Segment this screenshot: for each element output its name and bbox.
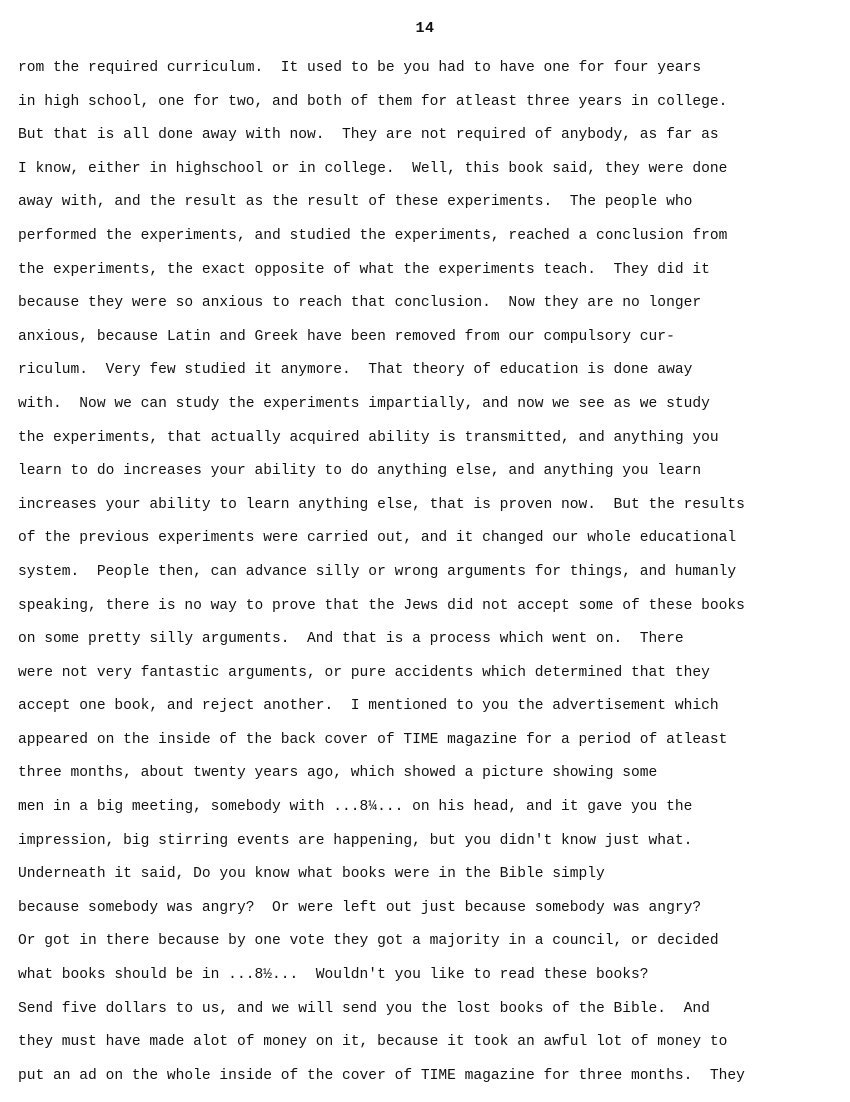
text-line: I know, either in highschool or in college. Well, this book said, they were done (18, 160, 728, 177)
text-line: they must have made alot of money on it, because it took an awful lot of money to (18, 1034, 728, 1051)
text-line: men in a big meeting, somebody with ...8¼... on his head, and it gave you the (18, 799, 693, 816)
text-line: rom the required curriculum. It used to be you had to have one for four years (18, 60, 702, 76)
text-line: riculum. Very few studied it anymore. That theory of education is done away (18, 362, 693, 379)
text-line: system. People then, can advance silly or wrong arguments for things, and humanly (18, 563, 737, 580)
text-line: because somebody was angry? Or were left out just because somebody was angry? (18, 899, 702, 916)
text-line: what books should be in ...8½... Wouldn't you like to read these books? (18, 967, 649, 984)
text-line: with. Now we can study the experiments impartially, and now we see as we study (18, 395, 710, 412)
page-number: 14 (415, 20, 435, 37)
body-text (18, 52, 848, 1093)
text-line: three months, about twenty years ago, which showed a picture showing some (18, 765, 658, 782)
text-line: But that is all done away with now. They are not required of anybody, as far as (18, 127, 719, 144)
text-line: of the previous experiments were carried out, and it changed our whole educational (18, 530, 737, 547)
text-line: on some pretty silly arguments. And that is a process which went on. There (18, 631, 684, 648)
text-line: speaking, there is no way to prove that the Jews did not accept some of these books (18, 597, 745, 614)
text-line: accept one book, and reject another. I mentioned to you the advertisement which (18, 698, 719, 715)
text-line: because they were so anxious to reach that conclusion. Now they are no longer (18, 295, 702, 312)
text-line: Or got in there because by one vote they got a majority in a council, or decided (18, 933, 719, 950)
text-line: learn to do increases your ability to do anything else, and anything you learn (18, 463, 702, 480)
text-line: appeared on the inside of the back cover of TIME magazine for a period of atleast (18, 731, 728, 748)
text-line: the experiments, that actually acquired ability is transmitted, and anything you (18, 429, 719, 446)
text-line: Send five dollars to us, and we will send you the lost books of the Bible. And (18, 1000, 710, 1017)
text-line: the experiments, the exact opposite of what the experiments teach. They did it (18, 261, 710, 278)
text-line: were not very fantastic arguments, or pure accidents which determined that they (18, 664, 710, 681)
text-line: in high school, one for two, and both of them for atleast three years in college. (18, 93, 728, 110)
text-line: performed the experiments, and studied the experiments, reached a conclusion from (18, 227, 728, 244)
text-line: impression, big stirring events are happening, but you didn't know just what. (18, 832, 693, 849)
text-line: increases your ability to learn anything else, that is proven now. But the results (18, 496, 745, 513)
text-line: put an ad on the whole inside of the cover of TIME magazine for three months. They (18, 1067, 745, 1084)
text-line: anxious, because Latin and Greek have been removed from our compulsory cur- (18, 328, 675, 345)
text-line: Underneath it said, Do you know what books were in the Bible simply (18, 866, 605, 883)
text-line: away with, and the result as the result of these experiments. The people who (18, 194, 693, 211)
